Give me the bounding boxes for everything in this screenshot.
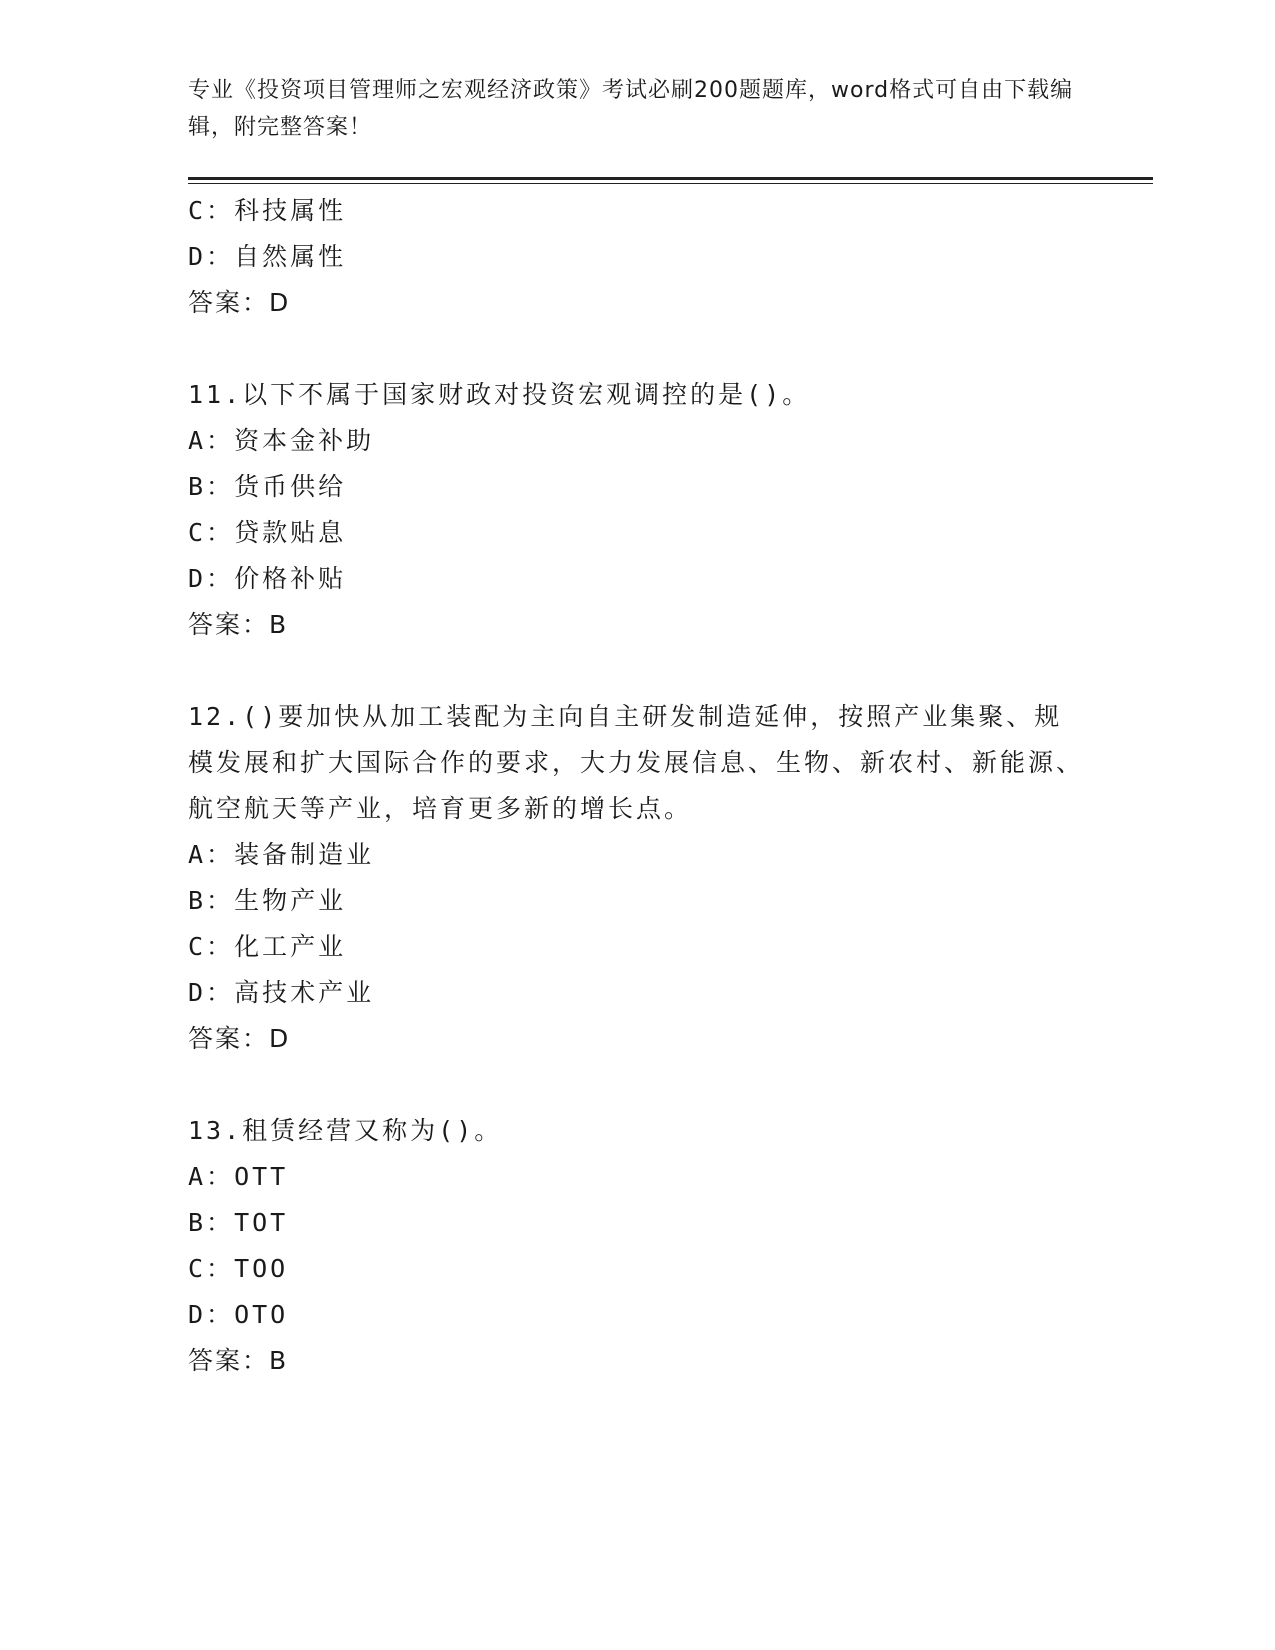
option-text: 化工产业 <box>234 932 347 961</box>
option-key: A： <box>188 1162 235 1191</box>
option-text: 自然属性 <box>234 242 347 271</box>
spacer <box>188 1062 1088 1108</box>
option-d <box>188 556 1088 602</box>
header-title: 专业《投资项目管理师之宏观经济政策》考试必刷200题题库，word格式可自由下载编辑，附完整答案！ <box>188 78 1074 140</box>
option-key: C： <box>188 196 235 225</box>
option-key: D： <box>188 564 235 593</box>
option-b <box>188 464 1088 510</box>
option-key: B： <box>188 472 235 501</box>
option-key: A： <box>188 426 235 455</box>
option-key: A： <box>188 840 235 869</box>
answer-line: 答案：B <box>188 610 289 639</box>
document-header <box>188 72 1088 146</box>
header-divider-thin <box>188 183 1153 184</box>
option-text: 装备制造业 <box>234 840 375 869</box>
option-text: TOT <box>234 1208 289 1237</box>
answer-line: 答案：D <box>188 288 291 317</box>
question-13 <box>188 1108 1088 1384</box>
spacer <box>188 648 1088 694</box>
option-key: C： <box>188 518 235 547</box>
option-text: 生物产业 <box>234 886 347 915</box>
answer-line: 答案：D <box>188 1024 291 1053</box>
question-10-tail <box>188 188 1088 326</box>
option-text: TOO <box>234 1254 289 1283</box>
option-c <box>188 510 1088 556</box>
question-12 <box>188 694 1088 1062</box>
option-b <box>188 878 1088 924</box>
option-a <box>188 832 1088 878</box>
question-list <box>188 188 1088 1384</box>
option-a <box>188 418 1088 464</box>
option-key: D： <box>188 242 235 271</box>
option-key: C： <box>188 1254 235 1283</box>
option-text: 贷款贴息 <box>234 518 347 547</box>
option-d <box>188 970 1088 1016</box>
option-text: OTT <box>234 1162 289 1191</box>
option-text: 高技术产业 <box>234 978 375 1007</box>
option-b <box>188 1200 1088 1246</box>
option-c <box>188 1246 1088 1292</box>
spacer <box>188 326 1088 372</box>
header-divider-thick <box>188 177 1153 180</box>
option-text: 科技属性 <box>234 196 347 225</box>
question-11 <box>188 372 1088 648</box>
option-key: C： <box>188 932 235 961</box>
option-key: D： <box>188 1300 235 1329</box>
option-key: D： <box>188 978 235 1007</box>
option-text: 价格补贴 <box>234 564 347 593</box>
option-c <box>188 188 1088 234</box>
option-d <box>188 1292 1088 1338</box>
option-a <box>188 1154 1088 1200</box>
question-stem: 11.以下不属于国家财政对投资宏观调控的是()。 <box>188 380 811 409</box>
option-d <box>188 234 1088 280</box>
option-key: B： <box>188 1208 235 1237</box>
answer-line: 答案：B <box>188 1346 289 1375</box>
option-text: 货币供给 <box>234 472 347 501</box>
option-key: B： <box>188 886 235 915</box>
option-text: 资本金补助 <box>234 426 375 455</box>
question-stem: 12.()要加快从加工装配为主向自主研发制造延伸，按照产业集聚、规模发展和扩大国际合作的要求，大力发展信息、生物、新农村、新能源、航空航天等产业，培育更多新的增长点。 <box>188 702 1085 823</box>
option-c <box>188 924 1088 970</box>
question-stem: 13.租赁经营又称为()。 <box>188 1116 503 1145</box>
option-text: OTO <box>234 1300 289 1329</box>
